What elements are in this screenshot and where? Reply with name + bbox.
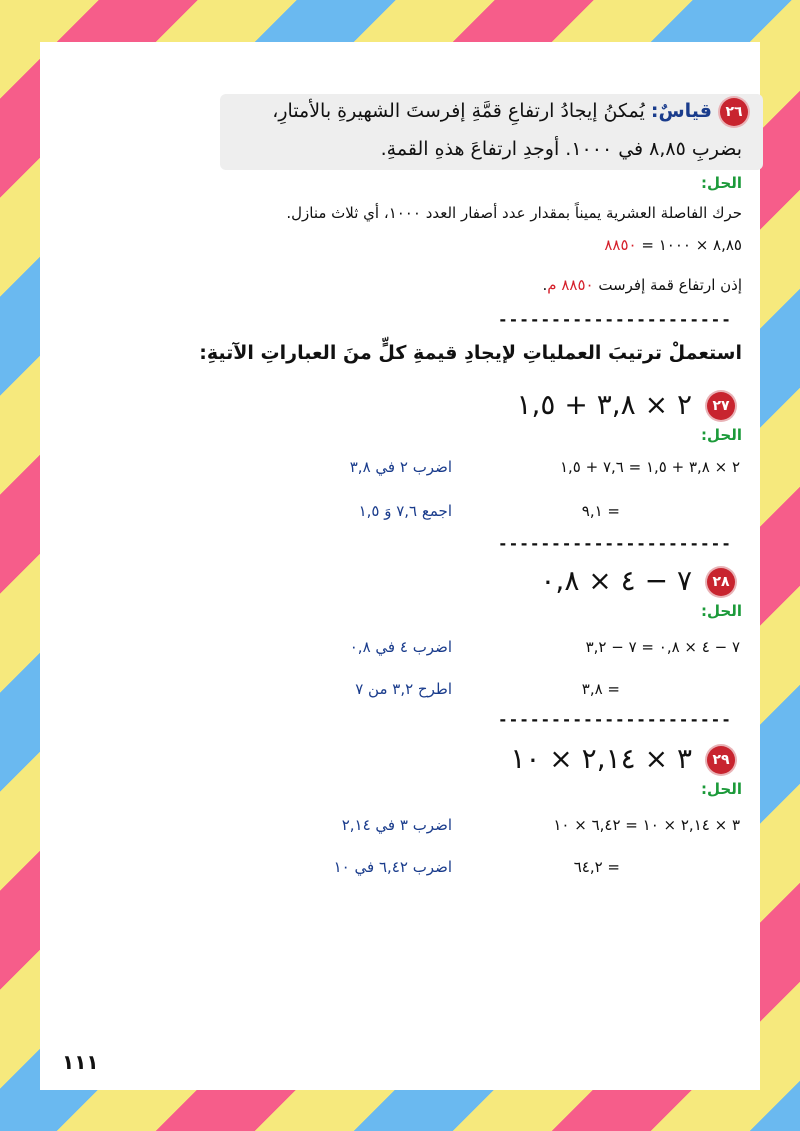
problem-29-expression: ٣ × ٢,١٤ × ١٠ [510,742,692,775]
problem-28-step2-note: اطرح ٣,٢ من ٧ [355,680,452,698]
worksheet-page [40,42,760,1090]
divider-3: ---------------------- [498,710,732,729]
problem-28-step1-note: اضرب ٤ في ٠,٨ [349,638,452,656]
problem-27-step1-math: ٢ × ٣,٨ + ١,٥ = ٧,٦ + ١,٥ [559,458,740,476]
problem-28-step2-math: = ٣,٨ [581,680,620,698]
conclusion-prefix: إذن ارتفاع قمة إفرست [593,276,742,294]
problem-29-step2-math: = ٦٤,٢ [573,858,620,876]
problem-29-step1-math: ٣ × ٢,١٤ × ١٠ = ٦,٤٢ × ١٠ [553,816,740,834]
solution-label-26: الحل: [701,174,742,192]
equation-lhs: ٨,٨٥ × ١٠٠٠ = [636,236,742,254]
problem-26-text-line1: يُمكنُ إيجادُ ارتفاعِ قمَّةِ إفرستَ الشهيرةِ بالأمتارِ، [272,100,645,122]
divider-1: ---------------------- [498,310,732,329]
problem-27-step1-note: اضرب ٢ في ٣,٨ [349,458,452,476]
problem-26-explanation: حرك الفاصلة العشرية يميناً بمقدار عدد أصفار العدد ١٠٠٠، أي ثلاث منازل. [286,204,742,222]
solution-label-27: الحل: [701,426,742,444]
conclusion-suffix: . [542,276,548,294]
divider-2: ---------------------- [498,534,732,553]
problem-27-step2-note: اجمع ٧,٦ وَ ١,٥ [358,502,452,520]
problem-26-badge: ٢٦ [720,98,748,126]
equation-result: ٨٨٥٠ [604,236,637,254]
problem-28-badge: ٢٨ [707,568,735,596]
instruction-heading: استعملْ ترتيبَ العملياتِ لإيجادِ قيمةِ كلٍّ منَ العباراتِ الآتيةِ: [199,342,742,364]
problem-29-step2-note: اضرب ٦,٤٢ في ١٠ [333,858,452,876]
problem-29-step1-note: اضرب ٣ في ٢,١٤ [341,816,452,834]
page-number: ١١١ [62,1050,99,1074]
solution-label-29: الحل: [701,780,742,798]
problem-28-step1-math: ٧ − ٤ × ٠,٨ = ٧ − ٣,٢ [585,638,740,656]
problem-26-equation [604,236,742,254]
problem-27-step2-math: = ٩,١ [581,502,620,520]
problem-26-line1 [272,100,712,122]
solution-label-28: الحل: [701,602,742,620]
conclusion-value: ٨٨٥٠ م [547,276,594,294]
problem-29-badge: ٢٩ [707,746,735,774]
problem-27-expression: ٢ × ٣,٨ + ١,٥ [516,388,692,421]
problem-26-conclusion [542,276,742,294]
problem-28-expression: ٧ − ٤ × ٠,٨ [540,564,692,597]
problem-26-text-line2: بضربِ ٨,٨٥ في ١٠٠٠. أوجدِ ارتفاعَ هذهِ القمةِ. [380,138,742,160]
problem-27-badge: ٢٧ [707,392,735,420]
problem-26-label: قياسٌ: [650,100,712,122]
